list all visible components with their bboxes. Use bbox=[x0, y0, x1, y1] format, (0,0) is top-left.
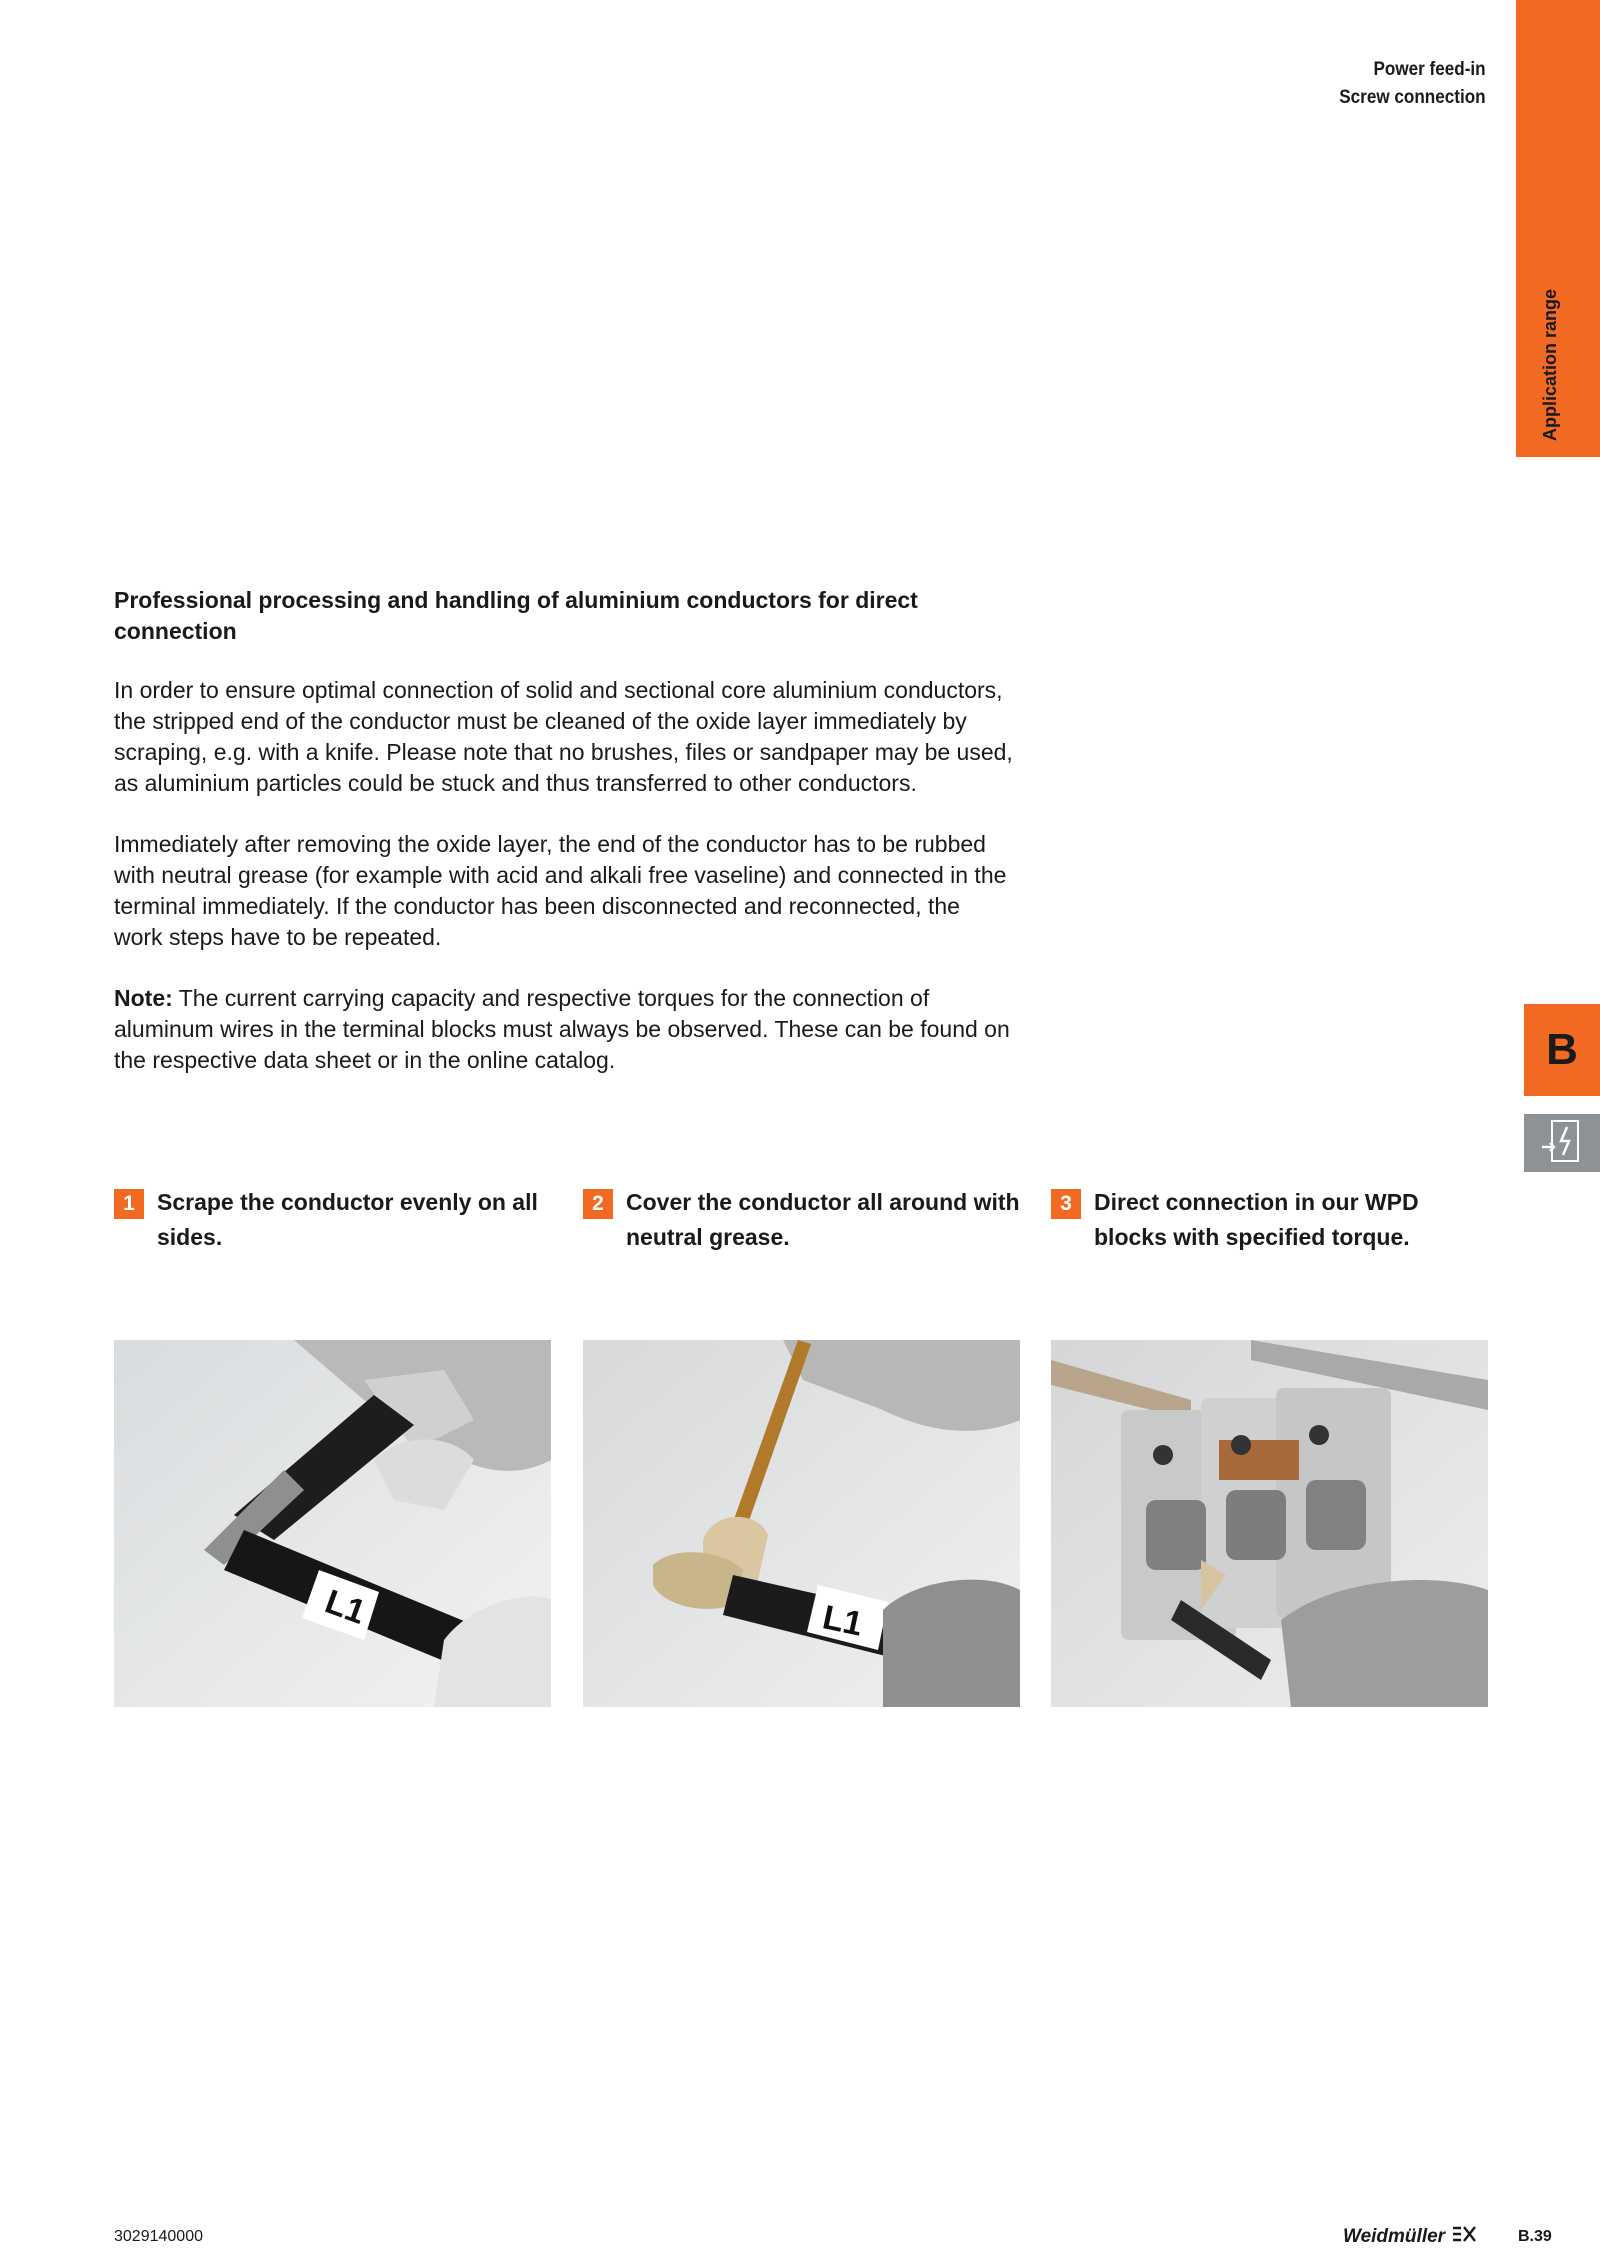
brand-name: Weidmüller bbox=[1343, 2226, 1446, 2247]
step-3 bbox=[1051, 1185, 1491, 1255]
photo-scraping-conductor bbox=[114, 1340, 551, 1707]
page-header bbox=[1340, 56, 1486, 112]
section-icon-tab[interactable] bbox=[1524, 1114, 1600, 1172]
label-l1-text: L1 bbox=[320, 1582, 371, 1632]
step-number-badge: 1 bbox=[114, 1189, 144, 1219]
section-letter-tab[interactable] bbox=[1524, 1004, 1600, 1096]
brand-mark-icon bbox=[1451, 2224, 1477, 2250]
step-1 bbox=[114, 1185, 554, 1255]
page-number: B.39 bbox=[1518, 2228, 1552, 2245]
photo-applying-grease bbox=[583, 1340, 1020, 1707]
paragraph-2: Immediately after removing the oxide layer, the end of the conductor has to be rubbed with neutral grease (for example with acid and alkali free vaseline) and connected in the terminal immediately. If the conductor has been disconnected and reconnected, the work steps have to be repeated. bbox=[114, 831, 1007, 950]
header-line-1: Power feed-in bbox=[1373, 59, 1486, 80]
main-content bbox=[114, 585, 1014, 1106]
power-feed-icon bbox=[1540, 1117, 1584, 1170]
header-line-2: Screw connection bbox=[1339, 87, 1486, 108]
section-letter: B bbox=[1546, 1025, 1578, 1074]
side-tab[interactable] bbox=[1516, 0, 1600, 457]
side-tab-label: Application range bbox=[1540, 288, 1560, 441]
step-text: Cover the conductor all around with neutral grease. bbox=[626, 1189, 1020, 1250]
label-l1-text: L1 bbox=[819, 1598, 866, 1644]
note-text: The current carrying capacity and respective torques for the connection of aluminum wires in the terminal blocks must always be observed. These can be found on the respective data sheet or in the online catalog. bbox=[114, 985, 1010, 1073]
section-heading: Professional processing and handling of aluminium conductors for direct connection bbox=[114, 587, 918, 644]
step-number-badge: 2 bbox=[583, 1189, 613, 1219]
step-text: Direct connection in our WPD blocks with specified torque. bbox=[1094, 1189, 1419, 1250]
note-paragraph bbox=[114, 983, 1014, 1076]
paragraph-1: In order to ensure optimal connection of solid and sectional core aluminium conductors, the stripped end of the conductor must be cleaned of the oxide layer immediately by scraping, e.g. with a knife. Please note that no brushes, files or sandpaper may be used, as aluminium particles could be stuck and thus transferred to other conductors. bbox=[114, 677, 1013, 796]
note-label: Note: bbox=[114, 985, 173, 1011]
step-number-badge: 3 bbox=[1051, 1189, 1081, 1219]
photo-terminal-blocks bbox=[1051, 1340, 1488, 1707]
document-code: 3029140000 bbox=[114, 2228, 203, 2245]
brand-logo bbox=[1343, 2224, 1477, 2250]
step-text: Scrape the conductor evenly on all sides. bbox=[157, 1189, 538, 1250]
step-2 bbox=[583, 1185, 1023, 1255]
